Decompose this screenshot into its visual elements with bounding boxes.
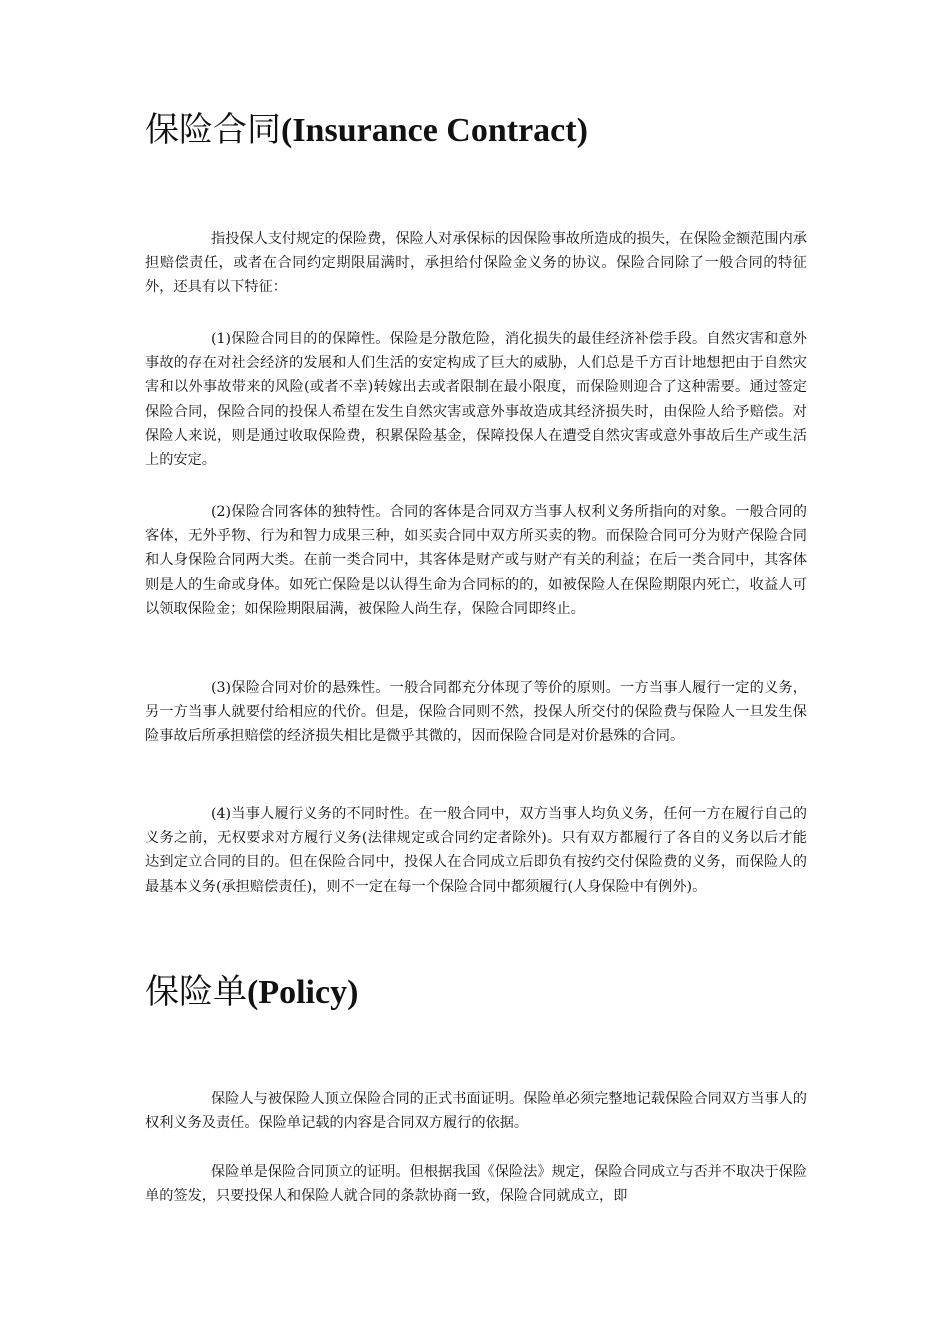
- paragraph-feature-3: (3)保险合同对价的悬殊性。一般合同都充分体现了等价的原则。一方当事人履行一定的义务，另一方当事人就要付给相应的代价。但是，保险合同则不然，投保人所交付的保险费与保险人一旦发生保险事故后所承担赔偿的经济损失相比是微乎其微的，因而保险合同是对价悬殊的合同。: [145, 680, 807, 745]
- section-heading-insurance-contract: [145, 110, 588, 151]
- heading-chinese: 保险单: [145, 972, 247, 1012]
- paragraph-feature-2: (2)保险合同客体的独特性。合同的客体是合同双方当事人权利义务所指向的对象。一般合同的客体，无外乎物、行为和智力成果三种，如买卖合同中双方所买卖的物。而保险合同可分为财产保险合同和人身保险合同两大类。在前一类合同中，其客体是财产或与财产有关的利益；在后一类合同中，其客体则是人的生命或身体。如死亡保险是以认得生命为合同标的的，如被保险人在保险期限内死亡，收益人可以领取保险金；如保险期限届满，被保险人尚生存，保险合同即终止。: [145, 504, 807, 617]
- heading-english: (Policy): [247, 974, 359, 1011]
- paragraph-feature-4: (4)当事人履行义务的不同时性。在一般合同中，双方当事人均负义务，任何一方在履行自己的义务之前，无权要求对方履行义务(法律规定或合同约定者除外)。只有双方都履行了各自的义务以后才能达到定立合同的目的。但在保险合同中，投保人在合同成立后即负有按约交付保险费的义务，而保险人的最基本义务(承担赔偿责任)，则不一定在每一个保险合同中都须履行(人身保险中有例外)。: [145, 806, 807, 895]
- section-heading-policy: [145, 972, 358, 1013]
- paragraph-policy-proof: 保险单是保险合同顶立的证明。但根据我国《保险法》规定，保险合同成立与否并不取决于保险单的签发，只要投保人和保险人就合同的条款协商一致，保险合同就成立，即: [145, 1164, 807, 1205]
- paragraph-feature-1: (1)保险合同目的的保障性。保险是分散危险，消化损失的最佳经济补偿手段。自然灾害和意外事故的存在对社会经济的发展和人们生活的安定构成了巨大的威胁，人们总是千方百计地想把由于自然灾害和以外事故带来的风险(或者不幸)转嫁出去或者限制在最小限度，而保险则迎合了这种需要。通过签定保险合同，保险合同的投保人希望在发生自然灾害或意外事故造成其经济损失时，由保险人给予赔偿。对保险人来说，则是通过收取保险费，积累保险基金，保障投保人在遭受自然灾害或意外事故后生产或生活上的安定。: [145, 331, 807, 469]
- heading-chinese: 保险合同: [145, 110, 281, 150]
- heading-english: (Insurance Contract): [281, 112, 588, 149]
- paragraph-policy-definition: 保险人与被保险人顶立保险合同的正式书面证明。保险单必须完整地记载保险合同双方当事人的权利义务及责任。保险单记载的内容是合同双方履行的依据。: [145, 1091, 807, 1132]
- paragraph-definition: 指投保人支付规定的保险费，保险人对承保标的因保险事故所造成的损失，在保险金额范围内承担赔偿责任，或者在合同约定期限届满时，承担给付保险金义务的协议。保险合同除了一般合同的特征外，还具有以下特征：: [145, 231, 807, 296]
